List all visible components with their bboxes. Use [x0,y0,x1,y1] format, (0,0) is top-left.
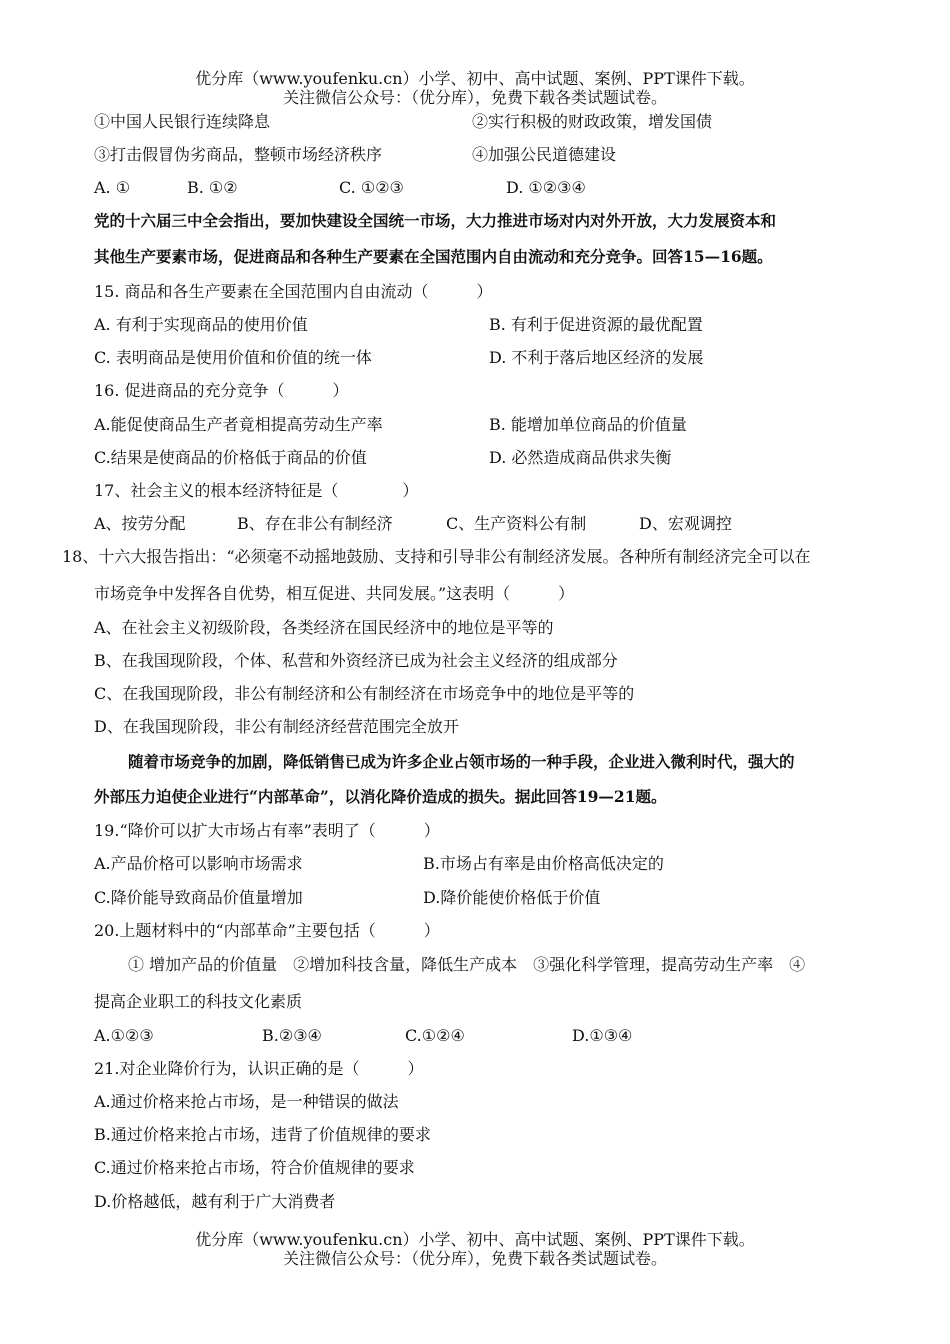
q15-stem: 15. 商品和各生产要素在全国范围内自由流动（ ） [94,282,493,301]
q19-option-c: C.降价能导致商品价值量增加 [94,888,303,907]
q15-option-d: D. 不利于落后地区经济的发展 [489,348,704,367]
q18-option-c: C、在我国现阶段，非公有制经济和公有制经济在市场竞争中的地位是平等的 [94,684,635,703]
q20-option-b: B.②③④ [262,1026,322,1045]
q21-stem: 21.对企业降价行为，认识正确的是（ ） [94,1059,424,1078]
q20-items-line-1: ① 增加产品的价值量 ②增加科技含量，降低生产成本 ③强化科学管理，提高劳动生产率 ④ [128,955,806,974]
material-2-line-2: 外部压力迫使企业进行“内部革命”，以消化降价造成的损失。据此回答19—21题。 [94,787,667,806]
q14-choice-d: D. ①②③④ [506,178,586,197]
q16-option-d: D. 必然造成商品供求失衡 [489,448,672,467]
q17-option-a: A、按劳分配 [94,514,186,533]
q20-option-d: D.①③④ [572,1026,633,1045]
material-1-line-1: 党的十六届三中全会指出，要加快建设全国统一市场，大力推进市场对内对外开放，大力发展资本和 [94,211,777,230]
q18-option-b: B、在我国现阶段，个体、私营和外资经济已成为社会主义经济的组成部分 [94,651,618,670]
q14-option-1: ①中国人民银行连续降息 [94,112,271,131]
q20-option-c: C.①②④ [405,1026,465,1045]
q18-option-d: D、在我国现阶段，非公有制经济经营范围完全放开 [94,717,459,736]
footer-line-2: 关注微信公众号：（优分库），免费下载各类试题试卷。 [282,1249,667,1268]
q17-stem: 17、社会主义的根本经济特征是（ ） [94,481,419,500]
q21-option-d: D.价格越低，越有利于广大消费者 [94,1192,336,1211]
q14-choice-c: C. ①②③ [339,178,404,197]
q19-option-b: B.市场占有率是由价格高低决定的 [423,854,664,873]
material-2-line-1: 随着市场竞争的加剧，降低销售已成为许多企业占领市场的一种手段，企业进入微利时代，强大的 [128,752,795,771]
q16-option-b: B. 能增加单位商品的价值量 [489,415,687,434]
q18-stem-line-2: 市场竞争中发挥各自优势，相互促进、共同发展。”这表明（ ） [94,584,575,603]
q20-items-line-2: 提高企业职工的科技文化素质 [94,992,303,1011]
header-line-1: 优分库（www.youfenku.cn）小学、初中、高中试题、案例、PPT课件下载。 [195,69,755,88]
footer-line-1: 优分库（www.youfenku.cn）小学、初中、高中试题、案例、PPT课件下载。 [195,1230,755,1249]
q21-option-b: B.通过价格来抢占市场，违背了价值规律的要求 [94,1125,431,1144]
q15-option-a: A. 有利于实现商品的使用价值 [94,315,308,334]
q21-option-a: A.通过价格来抢占市场，是一种错误的做法 [94,1092,399,1111]
q20-option-a: A.①②③ [94,1026,154,1045]
q14-option-4: ④加强公民道德建设 [472,145,617,164]
q14-option-3: ③打击假冒伪劣商品，整顿市场经济秩序 [94,145,383,164]
q18-stem-line-1: 18、十六大报告指出：“必须毫不动摇地鼓励、支持和引导非公有制经济发展。各种所有制经济完全可以在 [62,547,811,566]
q16-option-a: A.能促使商品生产者竟相提高劳动生产率 [94,415,383,434]
q14-option-2: ②实行积极的财政政策，增发国债 [472,112,713,131]
material-1-line-2: 其他生产要素市场，促进商品和各种生产要素在全国范围内自由流动和充分竞争。回答15—16题。 [94,247,773,266]
q20-stem: 20.上题材料中的“内部革命”主要包括（ ） [94,921,440,940]
q14-choice-b: B. ①② [187,178,238,197]
q17-option-b: B、存在非公有制经济 [237,514,393,533]
q21-option-c: C.通过价格来抢占市场，符合价值规律的要求 [94,1158,415,1177]
q19-option-a: A.产品价格可以影响市场需求 [94,854,303,873]
q15-option-c: C. 表明商品是使用价值和价值的统一体 [94,348,372,367]
q18-option-a: A、在社会主义初级阶段，各类经济在国民经济中的地位是平等的 [94,618,554,637]
q19-stem: 19.“降价可以扩大市场占有率”表明了（ ） [94,821,440,840]
header-line-2: 关注微信公众号：（优分库），免费下载各类试题试卷。 [282,88,667,107]
q19-option-d: D.降价能使价格低于价值 [423,888,601,907]
q17-option-d: D、宏观调控 [639,514,732,533]
q16-stem: 16. 促进商品的充分竞争（ ） [94,381,349,400]
q17-option-c: C、生产资料公有制 [446,514,587,533]
q16-option-c: C.结果是使商品的价格低于商品的价值 [94,448,367,467]
q14-choice-a: A. ① [94,178,131,197]
q15-option-b: B. 有利于促进资源的最优配置 [489,315,703,334]
